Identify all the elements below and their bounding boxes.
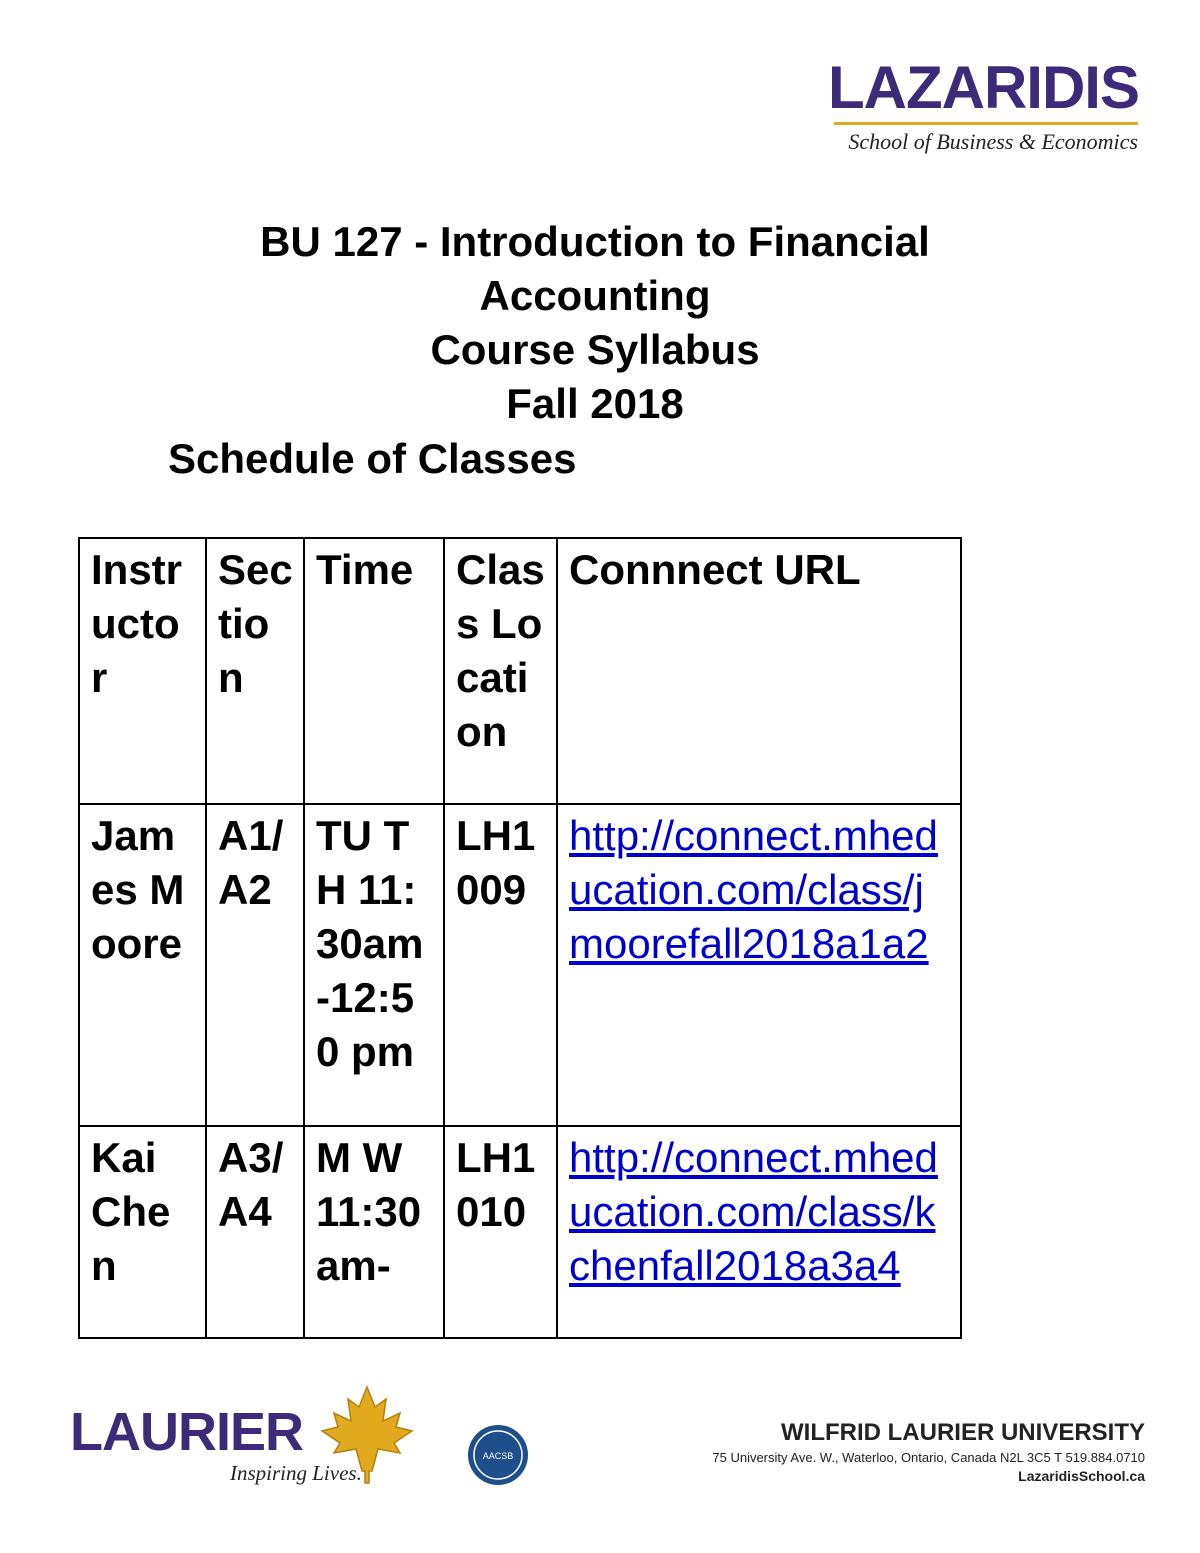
header-section: Section bbox=[206, 538, 304, 804]
document-title bbox=[180, 215, 1010, 431]
lazaridis-logo bbox=[828, 54, 1139, 155]
cell-section: A3/ A4 bbox=[206, 1126, 304, 1338]
schedule-table bbox=[78, 537, 962, 1339]
lazaridis-wordmark: LAZARIDIS bbox=[828, 54, 1139, 121]
table-row bbox=[79, 804, 961, 1126]
cell-time: M W 11:30 am- bbox=[304, 1126, 444, 1338]
maple-leaf-icon bbox=[320, 1385, 415, 1485]
lazaridis-subtitle: School of Business & Economics bbox=[848, 129, 1138, 154]
page-footer bbox=[0, 1385, 1200, 1525]
cell-section: A1/ A2 bbox=[206, 804, 304, 1126]
table-header-row bbox=[79, 538, 961, 804]
header-time: Time bbox=[304, 538, 444, 804]
cell-url-link[interactable]: http://connect.mheducation.com/class/jmoorefall2018a1a2 bbox=[557, 804, 961, 1126]
cell-location: LH1009 bbox=[444, 804, 557, 1126]
laurier-logo bbox=[70, 1402, 362, 1486]
table-row bbox=[79, 1126, 961, 1338]
logo-divider bbox=[834, 122, 1138, 125]
cell-instructor: Kai Chen bbox=[79, 1126, 206, 1338]
laurier-tagline: Inspiring Lives. bbox=[230, 1461, 362, 1485]
title-line-term: Fall 2018 bbox=[506, 380, 684, 427]
schedule-heading: Schedule of Classes bbox=[168, 435, 577, 482]
svg-text:AACSB: AACSB bbox=[482, 1451, 514, 1461]
university-website: LazaridisSchool.ca bbox=[1018, 1468, 1145, 1484]
aacsb-seal bbox=[466, 1423, 530, 1492]
title-line-course-cont: Accounting bbox=[479, 272, 711, 319]
header-url: Connnect URL bbox=[557, 538, 961, 804]
cell-instructor: James Moore bbox=[79, 804, 206, 1126]
title-line-syllabus: Course Syllabus bbox=[430, 326, 760, 373]
aacsb-seal-icon bbox=[466, 1423, 530, 1487]
cell-time: TU TH 11:30am-12:50 pm bbox=[304, 804, 444, 1126]
laurier-wordmark: LAURIER bbox=[70, 1402, 303, 1462]
title-line-course: BU 127 - Introduction to Financial bbox=[260, 218, 930, 265]
header-instructor: Instructor bbox=[79, 538, 206, 804]
cell-location: LH1010 bbox=[444, 1126, 557, 1338]
university-name: WILFRID LAURIER UNIVERSITY bbox=[781, 1419, 1145, 1446]
university-address: 75 University Ave. W., Waterloo, Ontario, Canada N2L 3C5 T 519.884.0710 bbox=[712, 1450, 1145, 1465]
header-location: Class Location bbox=[444, 538, 557, 804]
cell-url-link[interactable]: http://connect.mheducation.com/class/kchenfall2018a3a4 bbox=[557, 1126, 961, 1338]
university-info bbox=[712, 1419, 1145, 1484]
